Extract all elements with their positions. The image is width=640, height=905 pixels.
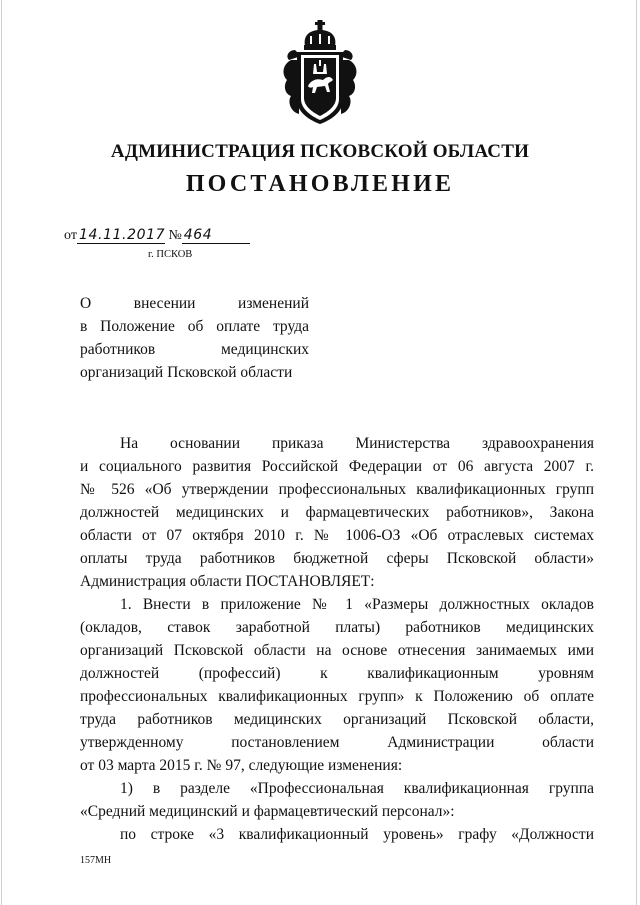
- body-line: от 03 марта 2015 г. № 97, следующие изменения:: [80, 757, 403, 774]
- body-line: организаций Псковской области на основе отнесения занимаемых ими: [80, 642, 594, 659]
- body-line: труда работников медицинских организаций Псковской области,: [80, 711, 594, 728]
- number-prefix: №: [168, 228, 182, 243]
- handwritten-number: 464: [182, 227, 250, 244]
- body-line: оплаты труда работников бюджетной сферы Псковской области»: [80, 550, 594, 567]
- document-subject: [80, 292, 309, 384]
- body-line: № 526 «Об утверждении профессиональных квалификационных групп: [80, 481, 594, 498]
- body-line: по строке «3 квалификационный уровень» графу «Должности: [120, 826, 594, 843]
- body-line: области от 07 октября 2010 г. № 1006-ОЗ «Об отраслевых системах: [80, 527, 594, 544]
- body-line: профессиональных квалификационных групп» к Положению об оплате: [80, 688, 594, 705]
- organization-title: АДМИНИСТРАЦИЯ ПСКОВСКОЙ ОБЛАСТИ: [110, 141, 530, 162]
- body-line: 1) в разделе «Профессиональная квалификационная группа: [120, 780, 594, 797]
- body-line: «Средний медицинский и фармацевтический персонал»:: [80, 803, 455, 820]
- body-line: (окладов, ставок заработной платы) работников медицинских: [80, 619, 594, 636]
- scan-edge-left: [1, 0, 2, 905]
- document-type-heading: ПОСТАНОВЛЕНИЕ: [185, 171, 455, 197]
- body-line: На основании приказа Министерства здравоохранения: [120, 435, 594, 452]
- body-line: 1. Внести в приложение № 1 «Размеры должностных окладов: [120, 596, 594, 613]
- subject-line: в Положение об оплате труда: [80, 318, 309, 335]
- subject-line: организаций Псковской области: [80, 364, 293, 381]
- pskov-coat-of-arms-icon: [281, 20, 359, 125]
- body-line: должностей медицинских и фармацевтических работников», Закона: [80, 504, 594, 521]
- body-line: утвержденному постановлением Администрации области: [80, 734, 594, 751]
- body-line: должностей (профессий) к квалификационным уровням: [80, 665, 594, 682]
- date-prefix: от: [64, 228, 77, 243]
- city-label: г. ПСКОВ: [148, 249, 193, 260]
- body-line: Администрация области ПОСТАНОВЛЯЕТ:: [80, 573, 375, 590]
- subject-line: работников медицинских: [80, 341, 309, 358]
- document-code: 157МН: [80, 855, 112, 866]
- handwritten-date: 14.11.2017: [78, 227, 166, 243]
- body-line: и социального развития Российской Федерации от 06 августа 2007 г.: [80, 458, 594, 475]
- date-number-line: [64, 227, 250, 244]
- scan-edge-right: [636, 0, 637, 905]
- subject-line: О внесении изменений: [80, 295, 309, 312]
- document-body: [80, 432, 594, 846]
